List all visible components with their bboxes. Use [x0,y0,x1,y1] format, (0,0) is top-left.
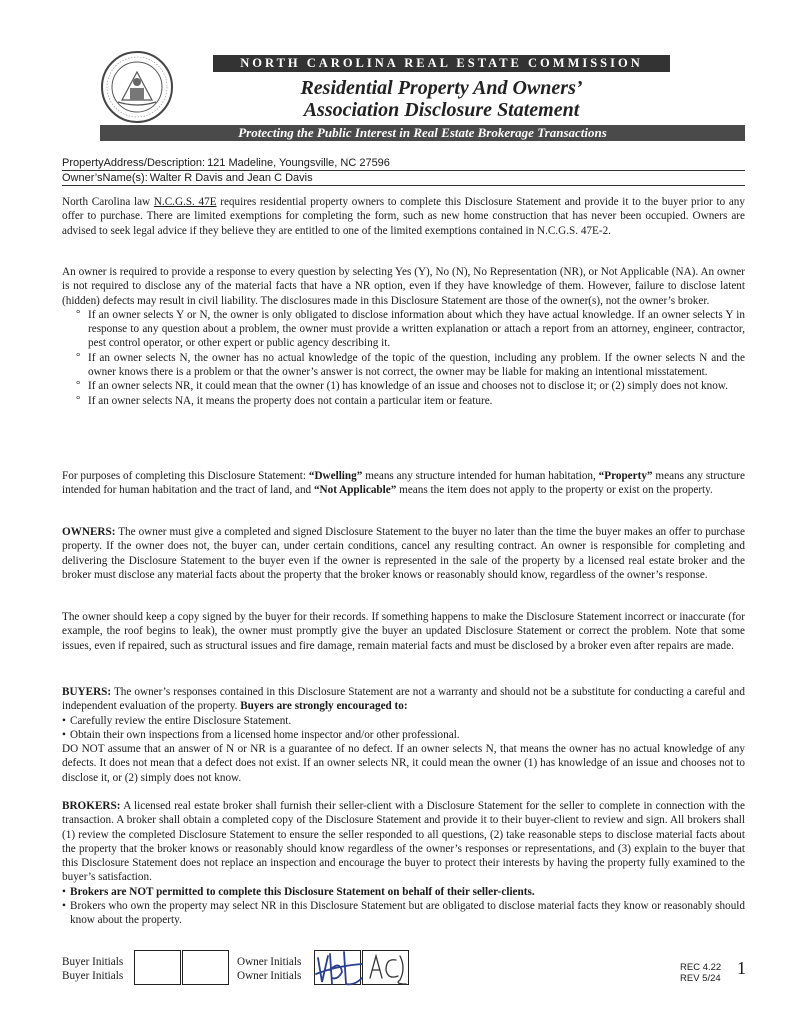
statute-link: N.C.G.S. 47E [153,196,217,208]
list-item: • Carefully review the entire Disclosure Statement. [62,714,745,728]
address-value: 121 Madeline, Youngsville, NC 27596 [207,157,390,169]
response-option-list [62,308,745,408]
commission-banner: NORTH CAROLINA REAL ESTATE COMMISSION [213,55,670,72]
definitions-text: means the item does not apply to the property or exist on the property. [396,484,713,497]
intro-paragraph [62,195,745,238]
owner-initials-label-2: Owner Initials [237,970,302,982]
owners-section [62,525,745,582]
owner-initials-label-1: Owner Initials [237,956,302,968]
buyer-initials-label-2: Buyer Initials [62,970,124,982]
intro-text-post: requires residential property owners to complete this Disclosure Statement and provide it to the buyer prior to any offer to purchase. There are limited exemptions for completing the form, such as new home construction that has never been occupied. Owners are advised to seek legal advice if they believe they are entitled to one of the limited exemptions contained in N.C.G.S. 47E-2. [62,196,745,237]
response-instructions-text: An owner is required to provide a response to every question by selecting Yes (Y), No (N), No Representation (NR), or Not Applicable (NA). An owner is not required to disclose any of the material facts that have a NR option, even if they have knowledge of them. However, failure to disclose latent (hidden) defects may result in civil liability. The disclosures made in this Disclosure Statement are those of the owner(s), not the owner’s broker. [62,266,745,307]
list-item: ° If an owner selects NR, it could mean that the owner (1) has knowledge of an issue and chooses not to disclose it; or (2) simply does not know. [62,379,745,393]
tagline-banner: Protecting the Public Interest in Real Estate Brokerage Transactions [100,125,745,141]
definitions-text: means any structure intended for human habitation, [362,470,599,482]
list-item: • Brokers who own the property may select NR in this Disclosure Statement but are obligated to disclose material facts they know or reasonably should know about the property. [62,899,745,928]
intro-text-pre: North Carolina law [62,196,154,208]
list-item: ° If an owner selects N, the owner has no actual knowledge of the topic of the question, including any problem. If the owner selects N and the owner knows there is a problem or that the owner’s answer is not correct, the owner may be liable for making an intentional misstatement. [62,351,745,380]
definitions-intro: For purposes of completing this Disclosure Statement: [62,470,309,482]
list-item: • Obtain their own inspections from a licensed home inspector and/or other professional. [62,728,745,742]
response-instructions [62,265,745,408]
nc-commission-seal-icon [100,50,174,124]
owners-paragraph-2: The owner should keep a copy signed by the buyer for their records. If something happens to make the Disclosure Statement incorrect or inaccurate (for example, the roof begins to leak), the owner must promptly give the buyer an updated Disclosure Statement or correct the problem. Note that some issues, even if repaired, such as structural issues and fire damage, remain material facts and must be disclosed by a broker even after repairs are made. [62,611,745,652]
buyers-heading: BUYERS: [62,686,112,698]
address-label: PropertyAddress/Description: [62,157,206,169]
form-title-line1: Residential Property And Owners’ [300,77,583,99]
buyers-encouraged: Buyers are strongly encouraged to: [240,700,408,713]
brokers-heading: BROKERS: [62,800,121,812]
brokers-text: A licensed real estate broker shall furnish their seller-client with a Disclosure Statement for the seller to complete in connection with the transaction. A broker shall obtain a completed copy of the Disclosure Statement and provide it to their buyer-client to review and sign. All brokers shall (1) review the completed Disclosure Statement to ensure the seller responded to all questions, (2) take reasonable steps to disclose material facts about the property that the broker knows or reasonably should know regardless of the owner’s responses or representations, and (3) explain to the buyer that this Disclosure Statement does not replace an inspection and encourage the buyer to protect their interests by having the property fully examined to the buyer’s satisfaction. [62,800,745,884]
list-item: ° If an owner selects Y or N, the owner is only obligated to disclose information about which they have actual knowledge. If an owner selects Y in response to any question about a problem, the owner must provide a written explanation or attach a report from an attorney, engineer, contractor, pest control operator, or other expert or public agency describing it. [62,308,745,351]
definitions-paragraph [62,469,745,498]
buyer-initials-box-2[interactable] [182,950,229,985]
buyer-steps-list [62,714,745,743]
revision-info [680,962,721,984]
list-item: ° If an owner selects NA, it means the property does not contain a particular item or feature. [62,394,745,408]
term-property: “Property” [598,470,653,482]
owners-text: The owner must give a completed and signed Disclosure Statement to the buyer no later than the time the buyer makes an offer to purchase property. If the owner does not, the buyer can, under certain conditions, cancel any resulting contract. An owner is responsible for completing and delivering the Disclosure Statement to the buyer even if the owner is represented in the sale of the property by a licensed real estate broker and the broker must disclose any material facts about the property that the broker knows or reasonably should know, regardless of the owner’s response. [62,526,745,581]
list-item [62,885,745,899]
owner-label: Owner’sName(s): [62,172,148,184]
form-code: REC 4.22 [680,962,722,973]
brokers-prohibition: Brokers are NOT permitted to complete this Disclosure Statement on behalf of their seller-clients. [70,885,535,898]
owners-heading: OWNERS: [62,526,116,538]
buyer-initials-label-1: Buyer Initials [62,956,124,968]
property-address-field [62,156,745,171]
buyer-initials-box-1[interactable] [134,950,181,985]
revision-date: REV 5/24 [680,973,721,984]
owner-names-field [62,171,745,186]
term-dwelling: “Dwelling” [308,470,363,482]
term-not-applicable: “Not Applicable” [313,484,397,497]
page-number: 1 [737,958,746,978]
brokers-section [62,799,745,928]
owner-signature-initials-2 [362,948,412,988]
buyers-warning: DO NOT assume that an answer of N or NR is a guarantee of no defect. If an owner selects N, that means the owner has no actual knowledge of any defects. It does not mean that a defect does not exist. If an owner selects NR, it could mean the owner (1) has knowledge of an issue and chooses not to disclose it, or (2) simply does not know. [62,743,745,784]
buyers-text: The owner’s responses contained in this Disclosure Statement are not a warranty and should not be a substitute for conducting a careful and independent evaluation of the property. [62,686,745,713]
buyers-section [62,685,745,785]
broker-rules-list [62,885,745,928]
owner-signature-initials-1 [312,944,366,990]
definitions-text: means any structure intended for human habitation and the tract of land, and [62,470,745,497]
owner-value: Walter R Davis and Jean C Davis [149,172,313,184]
form-title-line2: Association Disclosure Statement [303,99,580,121]
